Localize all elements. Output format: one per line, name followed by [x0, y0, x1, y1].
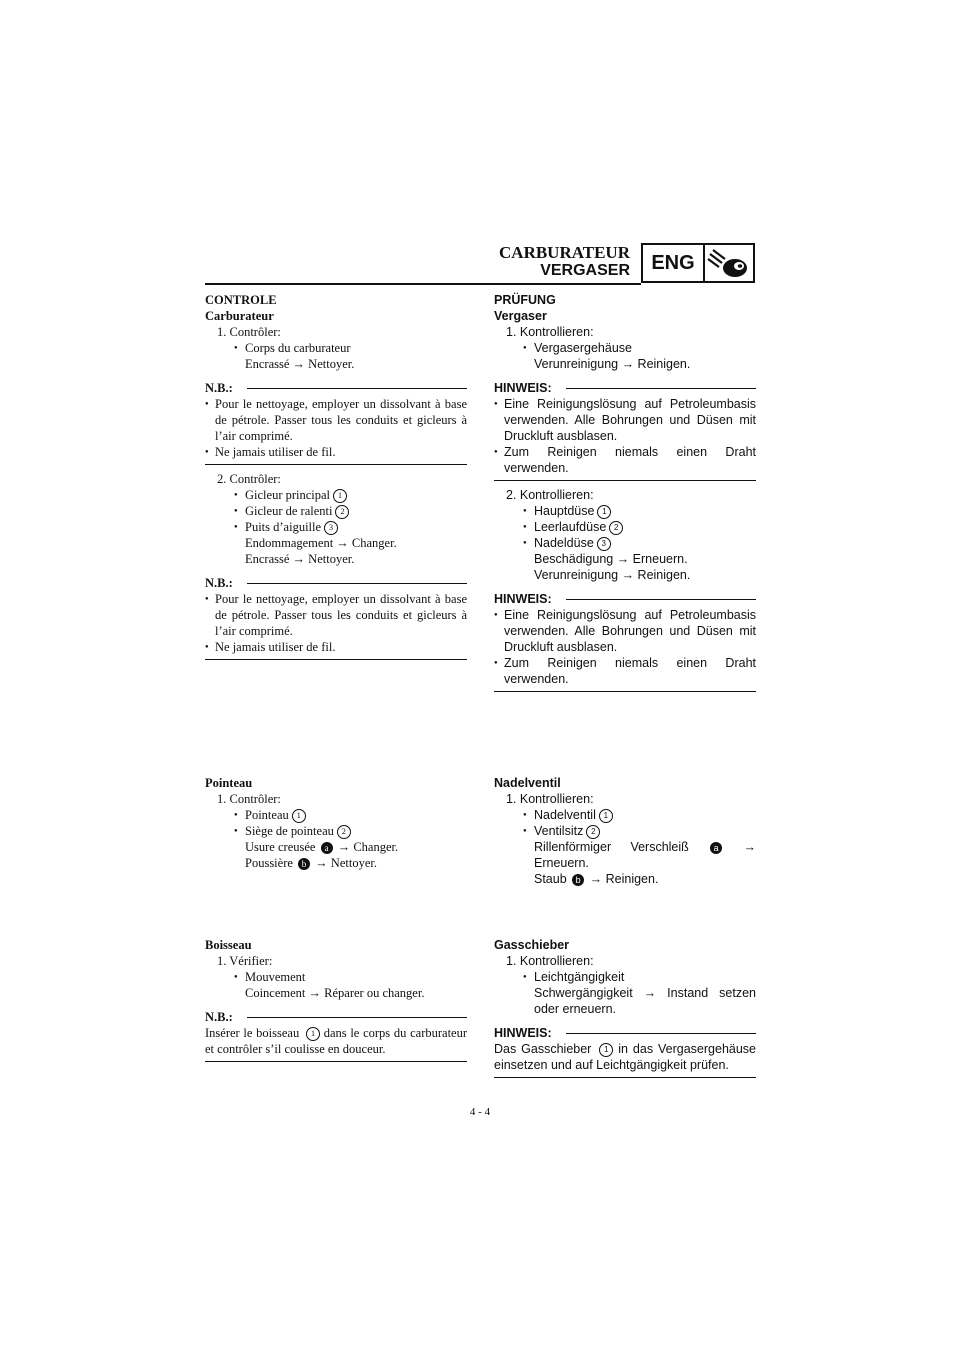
fr-note-bullet: ● Pour le nettoyage, employer un dissolvant à base de pétrole. Passer tous les conduits et gicleurs à l’air comprimé.: [205, 591, 467, 639]
fr-step: 1. Vérifier:: [217, 954, 273, 968]
fr-subheading: Carburateur: [205, 309, 274, 323]
ref-letter: b: [572, 874, 584, 886]
de-result-text: Rillenförmiger Verschleiß: [534, 840, 689, 854]
de-check-item: [494, 823, 756, 839]
de-note-text-b: in das Vergasergehäuse einsetzen und auf Leichtgängigkeit prüfen.: [494, 1042, 757, 1072]
ref-number: 2: [335, 505, 349, 519]
page-number: 4 - 4: [469, 1106, 491, 1118]
fr-section-boisseau: [205, 937, 467, 1068]
fr-step: 1. Contrôler:: [217, 325, 281, 339]
de-check-item: [494, 535, 756, 551]
fr-note-header: [205, 380, 467, 396]
fr-note-label: N.B.:: [205, 381, 233, 395]
ref-number: 1: [597, 505, 611, 519]
de-note-label: HINWEIS:: [494, 592, 552, 606]
ref-number: 1: [306, 1027, 320, 1041]
de-result: Beschädigung → Erneuern.: [534, 552, 688, 566]
de-result: Verunreinigung → Reinigen.: [534, 568, 691, 582]
fr-note-end-rule: [205, 464, 467, 465]
ref-letter: a: [321, 842, 333, 854]
de-result-text: Staub: [534, 872, 567, 886]
fr-check-item: [205, 503, 467, 519]
header-title: [499, 244, 630, 280]
de-subheading: Nadelventil: [494, 776, 561, 790]
fr-check-item: [205, 823, 467, 839]
fr-note-text-b: dans le corps du carburateur et contrôler s’il coulisse en douceur.: [205, 1026, 467, 1057]
ref-number: 2: [337, 825, 351, 839]
ref-number: 2: [609, 521, 623, 535]
de-note-end-rule: [494, 1077, 756, 1078]
de-item-text: Nadelventil: [534, 808, 596, 822]
fr-note-text-a: Insérer le boisseau: [205, 1026, 300, 1040]
de-note-header: [494, 380, 756, 396]
de-item-text: Hauptdüse: [534, 504, 595, 518]
fr-note-bullet: ● Ne jamais utiliser de fil.: [205, 639, 467, 655]
de-step: 1. Kontrollieren:: [506, 325, 594, 339]
de-note-bullet: ● Zum Reinigen niemals einen Draht verwenden.: [494, 655, 756, 687]
de-step: 1. Kontrollieren:: [506, 954, 594, 968]
de-check-item: [494, 519, 756, 535]
fr-result-text: Poussière: [245, 856, 293, 871]
fr-note-end-rule: [205, 1061, 467, 1062]
fr-item-text: Puits d’aiguille: [245, 520, 322, 535]
fr-note-header: [205, 575, 467, 591]
engine-icon: [705, 245, 753, 281]
de-step: 2. Kontrollieren:: [506, 488, 594, 502]
de-result: Verunreinigung → Reinigen.: [534, 357, 691, 371]
eng-label: ENG: [643, 245, 705, 281]
de-step: 1. Kontrollieren:: [506, 792, 594, 806]
fr-item-text: Gicleur de ralenti: [245, 504, 333, 519]
ref-number: 1: [599, 1043, 613, 1057]
title-de: VERGASER: [540, 262, 630, 279]
de-result: Schwergängigkeit → Instand setzen oder erneuern.: [534, 986, 756, 1016]
fr-result: Coincement → Réparer ou changer.: [245, 986, 425, 1000]
fr-heading: CONTROLE: [205, 293, 277, 307]
de-check-item: [494, 807, 756, 823]
de-note-bullet: ● Eine Reinigungslösung auf Petroleumbasis verwenden. Alle Bohrungen und Düsen mit Druckluft ausblasen.: [494, 396, 756, 444]
de-item-text: Nadeldüse: [534, 536, 594, 550]
eng-badge: [641, 243, 755, 283]
page-header: [205, 243, 755, 287]
de-check-item: [494, 503, 756, 519]
fr-check-item: ● Mouvement: [205, 969, 467, 985]
de-check-item: ● Leichtgängigkeit: [494, 969, 756, 985]
de-note-end-rule: [494, 691, 756, 692]
fr-note-end-rule: [205, 659, 467, 660]
fr-check-item: [205, 807, 467, 823]
de-note-header: [494, 591, 756, 607]
de-section-gasschieber: [494, 937, 756, 1084]
fr-step: 1. Contrôler:: [217, 792, 281, 806]
de-result: [494, 839, 756, 871]
fr-step: 2. Contrôler:: [217, 472, 281, 486]
de-result-action: → Erneuern.: [534, 840, 756, 870]
fr-result-text: Usure creusée: [245, 840, 316, 855]
de-heading: PRÜFUNG: [494, 293, 556, 307]
de-section-pruefung: [494, 292, 756, 698]
fr-result-action: → Changer.: [337, 840, 399, 855]
ref-number: 3: [324, 521, 338, 535]
fr-subheading: Boisseau: [205, 938, 252, 952]
fr-result-action: → Nettoyer.: [315, 856, 377, 871]
de-result-action: → Reinigen.: [589, 872, 659, 886]
fr-item-text: Pointeau: [245, 808, 289, 822]
fr-check-item: [205, 487, 467, 503]
ref-number: 3: [597, 537, 611, 551]
de-note-label: HINWEIS:: [494, 381, 552, 395]
ref-number: 2: [586, 825, 600, 839]
fr-note-header: [205, 1009, 467, 1025]
de-subheading: Gasschieber: [494, 938, 570, 952]
ref-number: 1: [292, 809, 306, 823]
fr-section-pointeau: [205, 775, 467, 871]
de-note-label: HINWEIS:: [494, 1026, 552, 1040]
de-note-header: [494, 1025, 756, 1041]
ref-letter: a: [710, 842, 722, 854]
de-subheading: Vergaser: [494, 309, 547, 323]
de-note-end-rule: [494, 480, 756, 481]
ref-number: 1: [599, 809, 613, 823]
ref-letter: b: [298, 858, 310, 870]
de-check-item: ● Vergasergehäuse: [494, 340, 756, 356]
fr-result: Encrassé → Nettoyer.: [245, 357, 355, 371]
fr-check-item: ● Corps du carburateur: [205, 340, 467, 356]
fr-note-text: [205, 1025, 467, 1057]
de-section-nadelventil: [494, 775, 756, 887]
header-rule: [205, 283, 641, 285]
de-result: [494, 871, 756, 887]
de-item-text: Ventilsitz: [534, 824, 584, 838]
de-note-text-a: Das Gasschieber: [494, 1042, 592, 1056]
fr-note-label: N.B.:: [205, 576, 233, 591]
de-note-text: [494, 1041, 756, 1073]
fr-note-bullet: ● Ne jamais utiliser de fil.: [205, 444, 467, 460]
fr-check-item: [205, 519, 467, 535]
fr-section-controle: [205, 292, 467, 666]
fr-result: [205, 839, 467, 855]
fr-item-text: Siège de pointeau: [245, 824, 334, 839]
fr-result: Endommagement → Changer.: [245, 536, 397, 551]
fr-note-label: N.B.:: [205, 1010, 233, 1024]
de-item-text: Leerlaufdüse: [534, 520, 607, 534]
fr-subheading: Pointeau: [205, 776, 253, 790]
title-fr: CARBURATEUR: [499, 243, 630, 262]
fr-item-text: Gicleur principal: [245, 488, 331, 502]
de-note-bullet: ● Eine Reinigungslösung auf Petroleumbasis verwenden. Alle Bohrungen und Düsen mit Druckluft ausblasen.: [494, 607, 756, 655]
ref-number: 1: [333, 489, 347, 503]
fr-note-bullet: ● Pour le nettoyage, employer un dissolvant à base de pétrole. Passer tous les conduits et gicleurs à l’air comprimé.: [205, 396, 467, 444]
fr-result: Encrassé → Nettoyer.: [245, 552, 355, 567]
fr-result: [205, 855, 467, 871]
de-note-bullet: ● Zum Reinigen niemals einen Draht verwenden.: [494, 444, 756, 476]
